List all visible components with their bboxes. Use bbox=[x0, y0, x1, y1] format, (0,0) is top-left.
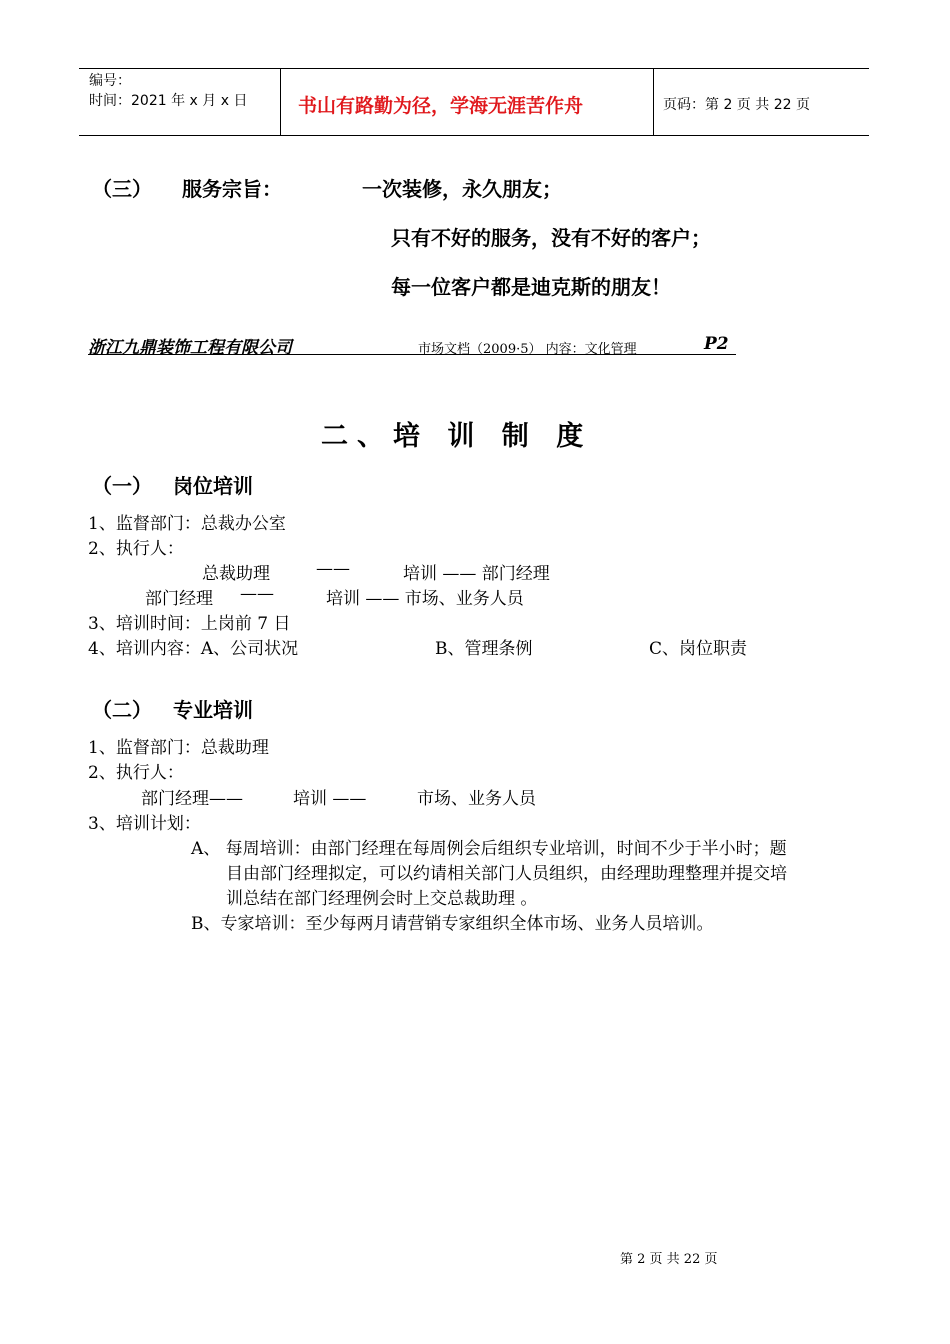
section-2-exec-train: 培训 —— bbox=[293, 789, 367, 809]
header-time-label: 时间：2021 年 x 月 x 日 bbox=[89, 93, 248, 109]
header-code-label: 编号： bbox=[89, 73, 131, 89]
service-line-2: 只有不好的服务，没有不好的客户； bbox=[391, 226, 711, 250]
section-1-content-b: B、管理条例 bbox=[435, 639, 533, 659]
section-2-executor-label: 2、执行人： bbox=[88, 763, 184, 783]
section-1-training-time: 3、培训时间：上岗前 7 日 bbox=[88, 614, 291, 634]
section-1-executor-label: 2、执行人： bbox=[88, 539, 184, 559]
section-2-plan-a-line-1: A、 每周培训：由部门经理在每周例会后组织专业培训，时间不少于半小时；题 bbox=[191, 839, 787, 859]
section-2-exec-role: 部门经理—— bbox=[141, 789, 243, 809]
service-label-number: （三） bbox=[92, 177, 152, 201]
section-2-number: （二） bbox=[92, 698, 152, 722]
section-1-exec-a-dash: —— bbox=[316, 559, 350, 579]
section-2-heading: 专业培训 bbox=[173, 698, 253, 722]
section-1-exec-b-role: 部门经理 bbox=[145, 589, 213, 609]
running-footer-page-mark: P2 bbox=[704, 334, 729, 354]
section-1-exec-b-target: 培训 —— 市场、业务人员 bbox=[326, 589, 524, 609]
service-label: 服务宗旨： bbox=[182, 177, 282, 201]
running-footer-doc-info: 市场文档（2009·5） 内容：文化管理 bbox=[418, 342, 637, 357]
page-footer: 第 2 页 共 22 页 bbox=[620, 1252, 718, 1267]
header-divider-left bbox=[280, 68, 281, 135]
section-1-supervisor: 1、监督部门：总裁办公室 bbox=[88, 514, 286, 534]
section-2-plan-a-line-2: 目由部门经理拟定，可以约请相关部门人员组织，由经理助理整理并提交培 bbox=[226, 864, 787, 884]
header-bottom-rule bbox=[79, 135, 869, 136]
running-footer-company: 浙江九鼎装饰工程有限公司 bbox=[88, 338, 292, 358]
header-motto: 书山有路勤为径，学海无涯苦作舟 bbox=[298, 95, 584, 117]
header-divider-right bbox=[653, 68, 654, 135]
header-page-info: 页码：第 2 页 共 22 页 bbox=[663, 97, 810, 113]
section-2-supervisor: 1、监督部门：总裁助理 bbox=[88, 738, 269, 758]
section-1-training-content: 4、培训内容：A、公司状况 bbox=[88, 639, 299, 659]
service-line-1: 一次装修，永久朋友； bbox=[362, 177, 562, 201]
section-1-content-c: C、岗位职责 bbox=[649, 639, 748, 659]
section-1-exec-a-role: 总裁助理 bbox=[202, 564, 270, 584]
section-2-plan-a-line-3: 训总结在部门经理例会时上交总裁助理 。 bbox=[226, 889, 538, 909]
section-1-heading: 岗位培训 bbox=[173, 474, 253, 498]
running-footer-rule bbox=[88, 354, 736, 355]
header-top-rule bbox=[79, 68, 869, 69]
section-2-plan-b: B、专家培训：至少每两月请营销专家组织全体市场、业务人员培训。 bbox=[191, 914, 714, 934]
page-title: 二、培 训 制 度 bbox=[321, 421, 593, 452]
section-2-exec-target: 市场、业务人员 bbox=[417, 789, 536, 809]
section-1-exec-a-target: 培训 —— 部门经理 bbox=[403, 564, 550, 584]
section-1-exec-b-dash: —— bbox=[240, 584, 274, 604]
section-1-number: （一） bbox=[92, 474, 152, 498]
section-2-plan-label: 3、培训计划： bbox=[88, 814, 201, 834]
service-line-3: 每一位客户都是迪克斯的朋友！ bbox=[391, 275, 671, 299]
